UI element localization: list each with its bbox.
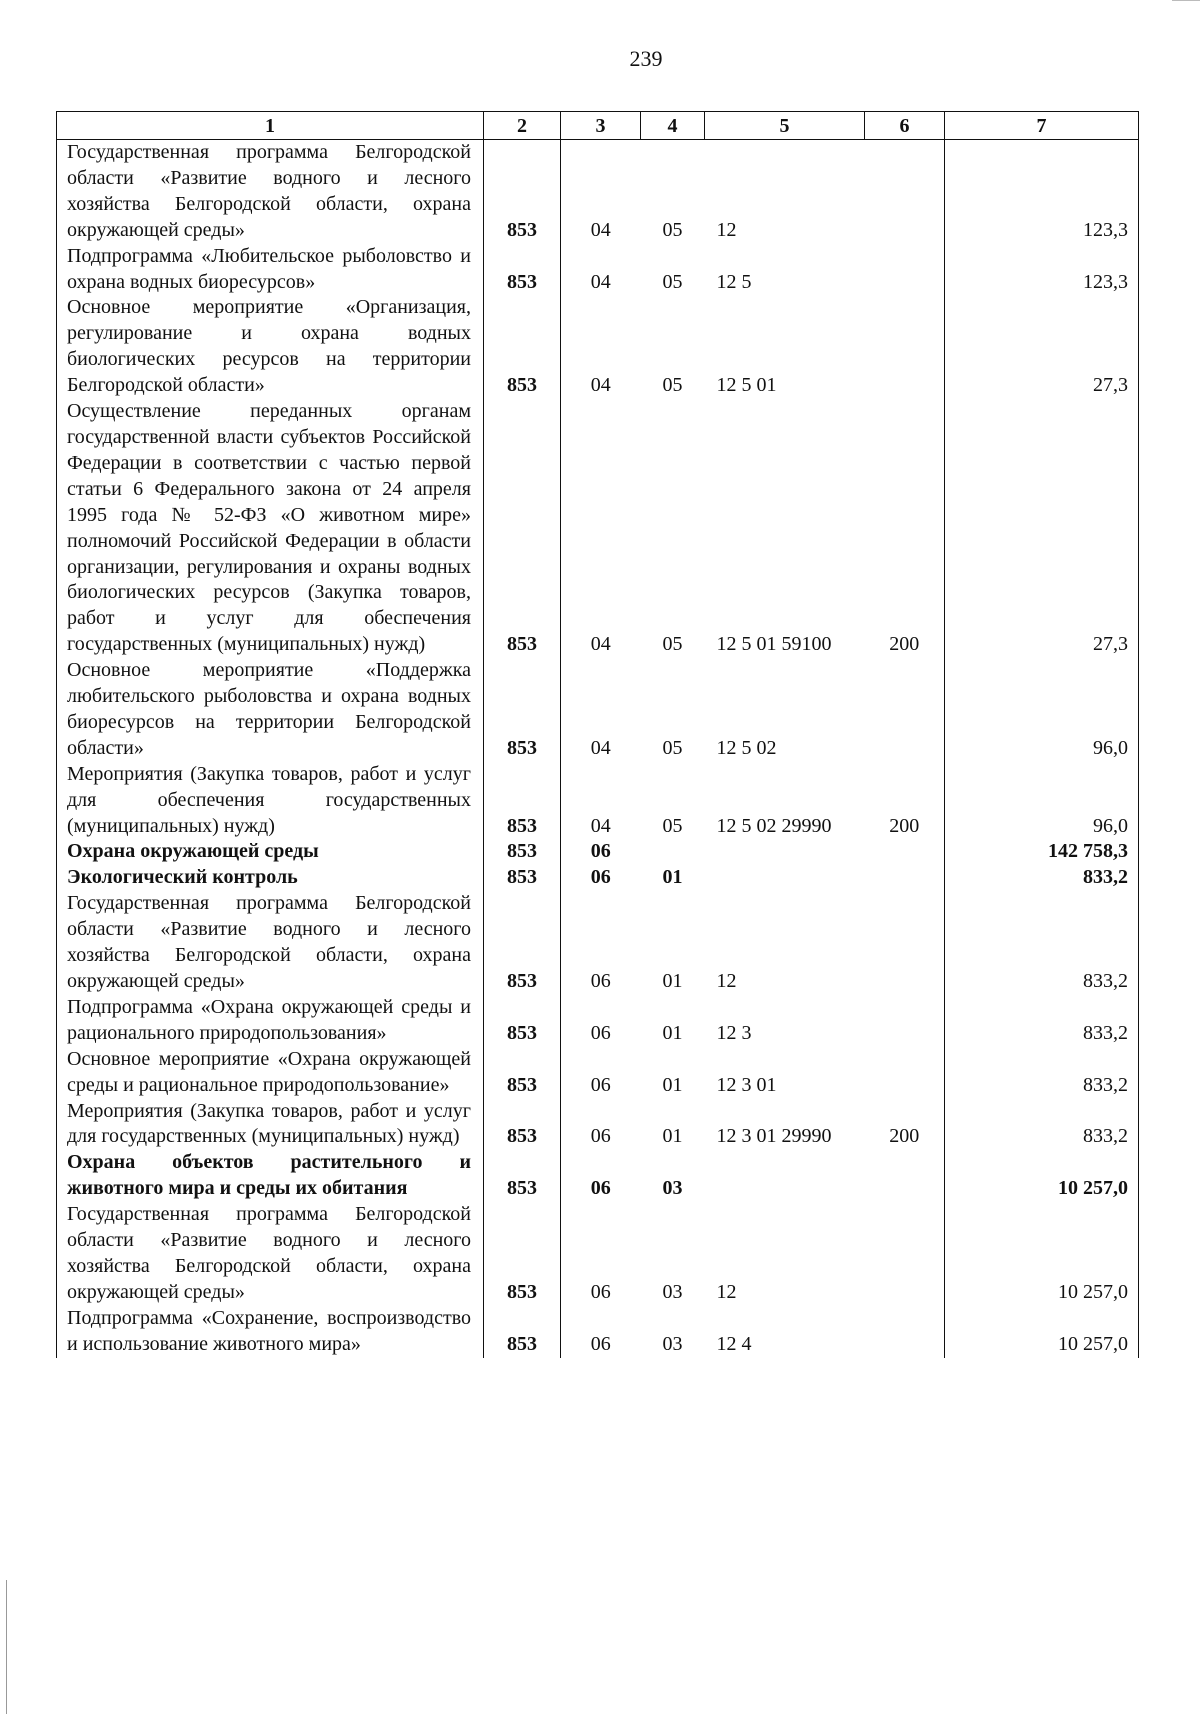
row-expense-type <box>865 865 945 891</box>
table-row <box>57 140 1139 244</box>
row-expense-type <box>865 244 945 296</box>
row-description: Подпрограмма «Охрана окружающей среды и рационального природопользования» <box>57 995 484 1047</box>
row-admin-code: 853 <box>484 891 561 995</box>
row-target-article: 12 3 01 <box>716 1073 777 1096</box>
row-section: 04 <box>590 814 611 837</box>
row-amount: 833,2 <box>945 865 1139 891</box>
row-expense-type <box>865 1306 945 1358</box>
row-amount: 123,3 <box>945 140 1139 244</box>
row-target-article <box>705 1150 865 1202</box>
row-subsection: 05 <box>662 374 683 397</box>
row-subsection: 01 <box>662 970 683 992</box>
row-description: Мероприятия (Закупка товаров, работ и услуг для обеспечения государственных (муниципальных) нужд) <box>57 762 484 840</box>
row-amount: 96,0 <box>945 658 1139 762</box>
table-body <box>57 140 1139 1358</box>
row-expense-type <box>865 891 945 995</box>
row-subsection: 05 <box>662 270 683 293</box>
row-expense-type <box>865 658 945 762</box>
row-expense-type: 200 <box>889 633 920 656</box>
row-expense-type: 200 <box>889 1125 920 1148</box>
row-admin-code: 853 <box>484 995 561 1047</box>
row-admin-code: 853 <box>484 1047 561 1099</box>
row-admin-code: 853 <box>484 839 561 865</box>
row-admin-code: 853 <box>484 762 561 840</box>
row-subsection: 05 <box>662 814 683 837</box>
row-expense-type <box>865 839 945 865</box>
row-subsection: 03 <box>662 1177 683 1200</box>
table-row <box>57 295 1139 399</box>
row-section: 06 <box>590 840 611 863</box>
row-amount: 833,2 <box>945 891 1139 995</box>
row-description: Основное мероприятие «Организация, регулирование и охрана водных биологических ресурсов на территории Белгородской области» <box>57 295 484 399</box>
row-section: 04 <box>590 736 611 759</box>
budget-table <box>56 111 1139 1358</box>
column-header: 7 <box>945 112 1139 140</box>
row-section: 06 <box>590 1125 611 1148</box>
row-admin-code: 853 <box>484 1202 561 1306</box>
header-row <box>57 112 1139 140</box>
row-description: Экологический контроль <box>57 865 484 891</box>
row-description: Охрана окружающей среды <box>57 839 484 865</box>
row-description: Осуществление переданных органам государственной власти субъектов Российской Федерации в соответствии с частью первой статьи 6 Федерального закона от 24 апреля 1995 года № 52-ФЗ «О животном мире» полномочий Российской Федерации в области организации, регулирования и охраны водных биологических ресурсов (Закупка товаров, работ и услуг для обеспечения государственных (муниципальных) нужд) <box>57 399 484 658</box>
row-description: Подпрограмма «Сохранение, воспроизводство и использование животного мира» <box>57 1306 484 1358</box>
table-row <box>57 1047 1139 1099</box>
row-section: 04 <box>590 374 611 397</box>
row-target-article: 12 <box>716 970 737 992</box>
column-header: 5 <box>705 112 865 140</box>
row-section: 06 <box>590 970 611 992</box>
table-row <box>57 244 1139 296</box>
row-target-article: 12 3 01 29990 <box>716 1125 832 1148</box>
table-row <box>57 865 1139 891</box>
row-target-article: 12 5 01 59100 <box>716 633 832 656</box>
scan-edge-line <box>6 1580 7 1714</box>
row-expense-type <box>865 995 945 1047</box>
row-amount: 27,3 <box>945 399 1139 658</box>
row-subsection <box>641 839 705 865</box>
row-target-article: 12 3 <box>716 1021 752 1044</box>
row-subsection: 05 <box>662 218 683 241</box>
row-subsection: 03 <box>662 1332 683 1355</box>
row-section: 06 <box>590 1177 611 1200</box>
row-admin-code: 853 <box>484 1150 561 1202</box>
row-amount: 10 257,0 <box>945 1202 1139 1306</box>
table-row <box>57 995 1139 1047</box>
column-header: 2 <box>484 112 561 140</box>
page-number: 239 <box>629 46 663 71</box>
row-target-article: 12 <box>716 1280 737 1303</box>
table-row <box>57 1202 1139 1306</box>
row-target-article <box>705 865 865 891</box>
row-target-article: 12 5 01 <box>716 374 777 397</box>
column-header: 3 <box>561 112 641 140</box>
row-target-article: 12 4 <box>716 1332 752 1355</box>
row-description: Подпрограмма «Любительское рыболовство и охрана водных биоресурсов» <box>57 244 484 296</box>
row-expense-type <box>865 295 945 399</box>
table-row <box>57 839 1139 865</box>
row-description: Государственная программа Белгородской области «Развитие водного и лесного хозяйства Белгородской области, охрана окружающей среды» <box>57 891 484 995</box>
row-expense-type <box>865 1047 945 1099</box>
row-target-article: 12 5 02 29990 <box>716 814 832 837</box>
row-description: Основное мероприятие «Поддержка любительского рыболовства и охрана водных биоресурсов на территории Белгородской области» <box>57 658 484 762</box>
row-subsection: 01 <box>662 1073 683 1096</box>
row-subsection: 01 <box>662 866 683 889</box>
row-amount: 123,3 <box>945 244 1139 296</box>
row-admin-code: 853 <box>484 295 561 399</box>
row-admin-code: 853 <box>484 1099 561 1151</box>
row-description: Охрана объектов растительного и животного мира и среды их обитания <box>57 1150 484 1202</box>
column-header: 1 <box>57 112 484 140</box>
row-expense-type <box>865 1150 945 1202</box>
row-amount: 10 257,0 <box>945 1306 1139 1358</box>
row-admin-code: 853 <box>484 1306 561 1358</box>
table-row <box>57 399 1139 658</box>
row-section: 06 <box>590 866 611 889</box>
row-amount: 833,2 <box>945 1099 1139 1151</box>
row-expense-type <box>865 1202 945 1306</box>
row-expense-type <box>865 140 945 244</box>
row-amount: 96,0 <box>945 762 1139 840</box>
row-target-article <box>705 839 865 865</box>
scan-corner-line <box>1172 0 1200 1</box>
row-section: 04 <box>590 270 611 293</box>
row-section: 04 <box>590 218 611 241</box>
row-section: 06 <box>590 1021 611 1044</box>
row-admin-code: 853 <box>484 244 561 296</box>
row-admin-code: 853 <box>484 658 561 762</box>
row-target-article: 12 5 02 <box>716 736 777 759</box>
row-subsection: 05 <box>662 633 683 656</box>
row-description: Государственная программа Белгородской области «Развитие водного и лесного хозяйства Белгородской области, охрана окружающей среды» <box>57 1202 484 1306</box>
table-row <box>57 1150 1139 1202</box>
row-target-article: 12 5 <box>716 270 752 293</box>
row-admin-code: 853 <box>484 865 561 891</box>
row-section: 04 <box>590 633 611 656</box>
row-amount: 27,3 <box>945 295 1139 399</box>
row-section: 06 <box>590 1073 611 1096</box>
row-amount: 142 758,3 <box>945 839 1139 865</box>
row-amount: 10 257,0 <box>945 1150 1139 1202</box>
row-amount: 833,2 <box>945 1047 1139 1099</box>
row-subsection: 01 <box>662 1021 683 1044</box>
row-amount: 833,2 <box>945 995 1139 1047</box>
row-subsection: 05 <box>662 736 683 759</box>
table-row <box>57 1306 1139 1358</box>
table-row <box>57 891 1139 995</box>
table-row <box>57 1099 1139 1151</box>
row-description: Государственная программа Белгородской области «Развитие водного и лесного хозяйства Белгородской области, охрана окружающей среды» <box>57 140 484 244</box>
table-row <box>57 762 1139 840</box>
table-row <box>57 658 1139 762</box>
row-admin-code: 853 <box>484 399 561 658</box>
row-section: 06 <box>590 1280 611 1303</box>
row-admin-code: 853 <box>484 140 561 244</box>
row-subsection: 03 <box>662 1280 683 1303</box>
row-target-article: 12 <box>716 218 737 241</box>
row-description: Мероприятия (Закупка товаров, работ и услуг для государственных (муниципальных) нужд) <box>57 1099 484 1151</box>
column-header: 6 <box>865 112 945 140</box>
column-header: 4 <box>641 112 705 140</box>
row-section: 06 <box>590 1332 611 1355</box>
row-subsection: 01 <box>662 1125 683 1148</box>
row-expense-type: 200 <box>889 814 920 837</box>
row-description: Основное мероприятие «Охрана окружающей среды и рациональное природопользование» <box>57 1047 484 1099</box>
